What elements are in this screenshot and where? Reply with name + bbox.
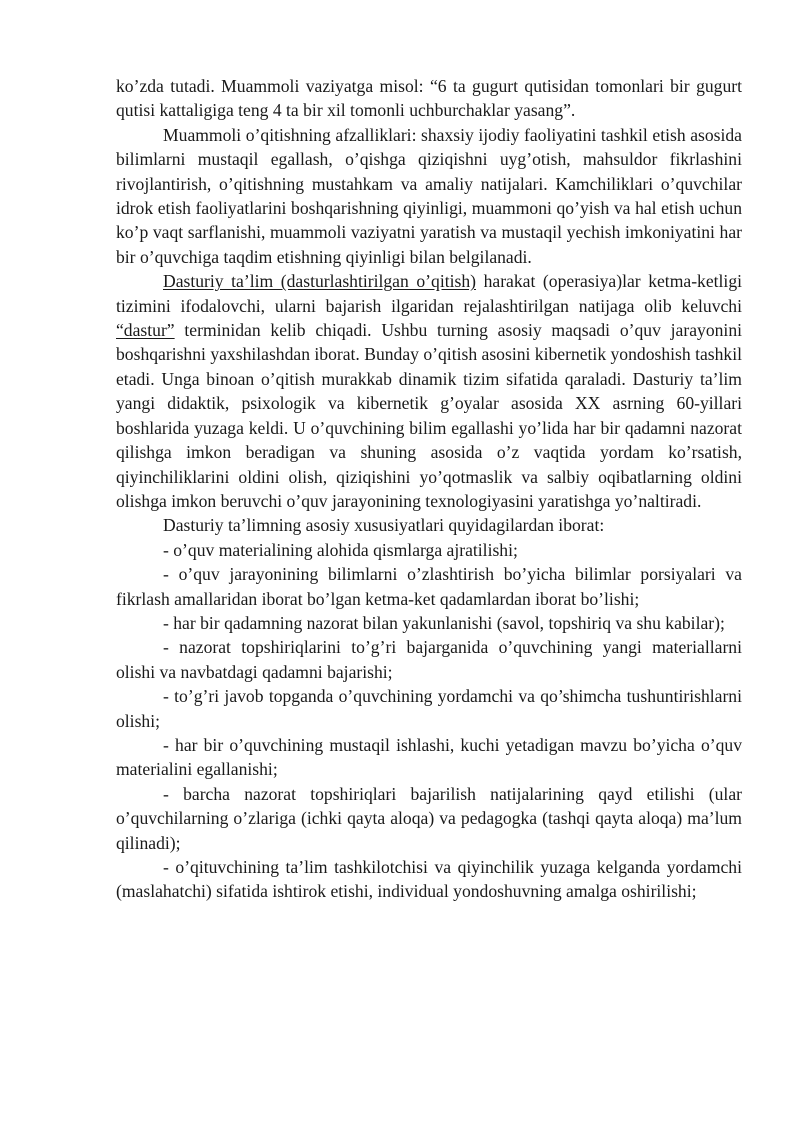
- paragraph-programmed-learning: [116, 269, 742, 513]
- term-programmed-learning: Dasturiy ta’lim (dasturlashtirilgan o’qitish): [163, 271, 476, 292]
- term-dastur: “dastur”: [116, 320, 175, 341]
- paragraph-problem-learning-advantages: Muammoli o’qitishning afzalliklari: shaxsiy ijodiy faoliyatini tashkil etish asosida bilimlarni mustaqil egallash, o’qishga qiziqishni uyg’otish, mahsuldor fikrlashini rivojlantirish, o’qitishning mustahkam va amaliy natijalari. Kamchiliklari o’quvchilar idrok etish faoliyatlarini boshqarishning qiyinligi, muammoni qo’yish va hal etish uchun ko’p vaqt sarflanishi, muammoli vaziyatni yaratish va mustaqil yechish imkoniyatini har bir o’quvchiga taqdim etishning qiyinligi bilan belgilanadi.: [116, 124, 742, 267]
- list-item: - o’quv materialining alohida qismlarga ajratilishi;: [163, 539, 518, 560]
- list-item: - barcha nazorat topshiriqlari bajarilish natijalarining qayd etilishi (ular o’quvchilarning o’zlariga (ichki qayta aloqa) va pedagogka (tashqi qayta aloqa) ma’lum qilinadi);: [116, 783, 742, 853]
- paragraph-text-b: terminidan kelib chiqadi. Ushbu turning asosiy maqsadi o’quv jarayonini boshqarishni yaxshilashdan iborat. Bunday o’qitish asosini kibernetik yondoshish tashkil etadi. Unga binoan o’qitish murakkab dinamik tizim sifatida qaraladi. Dasturiy ta’lim yangi didaktik, psixologik va kibernetik g’oyalar asosida XX asrning 60-yillari boshlarida yuzaga keldi. U o’quvchining bilim egallashi yo’lida har bir qadamni nazorat qilishga imkon beradigan va shuning asosida o’z vaqtida yordam ko’rsatish, qiyinchiliklarini oldini olish, qiziqishini yo’qotmaslik va salbiy oqibatlarning oldini olishga imkon beruvchi o’quv jarayonining texnologiyasini yaratishga yo’naltiradi.: [116, 320, 742, 511]
- paragraph-text-a: harakat (operasiya)lar ketma-ketligi tizimini ifodalovchi, ularni bajarish ilgaridan rejalashtirilgan natijaga olib keluvchi: [116, 271, 743, 316]
- paragraph-continuation: ko’zda tutadi. Muammoli vaziyatga misol: “6 ta gugurt qutisidan tomonlari bir gugurt qutisi kattaligiga teng 4 ta bir xil tomonli uchburchaklar yasang”.: [116, 76, 742, 121]
- list-item: - har bir o’quvchining mustaqil ishlashi, kuchi yetadigan mavzu bo’yicha o’quv materialini egallanishi;: [116, 734, 742, 780]
- list-item: - nazorat topshiriqlarini to’g’ri bajarganida o’quvchining yangi materiallarni olishi va navbatdagi qadamni bajarishi;: [116, 637, 742, 682]
- list-item: - o’qituvchining ta’lim tashkilotchisi va qiyinchilik yuzaga kelganda yordamchi (maslahatchi) sifatida ishtirok etishi, individual yondoshuvning amalga oshirilishi;: [116, 857, 742, 902]
- list-item: - har bir qadamning nazorat bilan yakunlanishi (savol, topshiriq va shu kabilar);: [163, 612, 725, 633]
- document-page: [116, 74, 742, 904]
- paragraph-features-intro: Dasturiy ta’limning asosiy xususiyatlari quyidagilardan iborat:: [163, 515, 605, 536]
- list-item: - o’quv jarayonining bilimlarni o’zlashtirish bo’yicha bilimlar porsiyalari va fikrlash amallaridan iborat bo’lgan ketma-ket qadamlardan iborat bo’lishi;: [116, 564, 742, 609]
- list-item: - to’g’ri javob topganda o’quvchining yordamchi va qo’shimcha tushuntirishlarni olishi;: [116, 686, 742, 731]
